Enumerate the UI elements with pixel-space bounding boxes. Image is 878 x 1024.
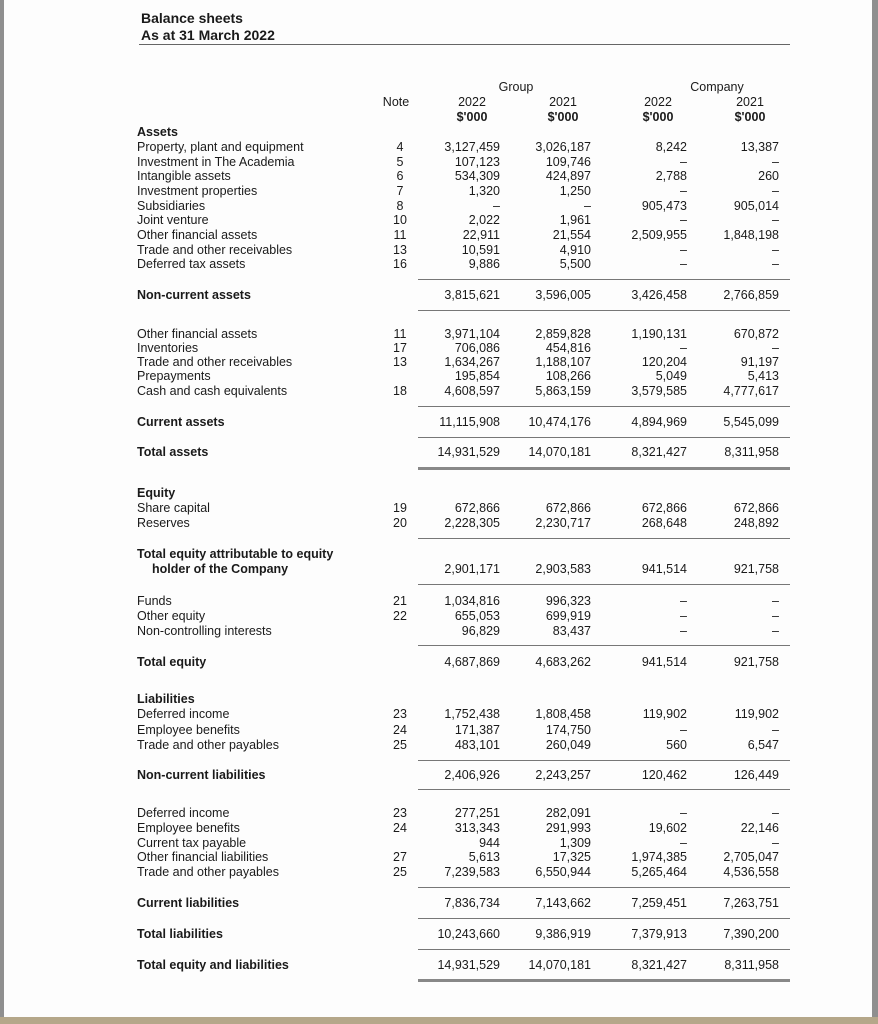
- group-2022-value: 313,343: [454, 821, 500, 835]
- company-2021-value: –: [772, 213, 779, 227]
- table-row: [0, 594, 868, 609]
- table-row: [0, 228, 868, 243]
- company-2021-value: 672,866: [733, 501, 779, 515]
- company-2022-value: 8,321,427: [631, 958, 687, 972]
- company-2021-value: 6,547: [747, 738, 779, 752]
- group-2022-value: 10,243,660: [437, 927, 500, 941]
- company-2022-value: 268,648: [641, 516, 687, 530]
- company-2021-value: 4,777,617: [723, 384, 779, 398]
- header-group: Group: [498, 80, 534, 94]
- company-2021-value: –: [772, 806, 779, 820]
- company-2021-value: 126,449: [733, 768, 779, 782]
- row-label: Funds: [137, 594, 172, 608]
- row-label: Subsidiaries: [137, 199, 206, 213]
- group-2021-value: 1,309: [559, 836, 591, 850]
- company-2022-value: –: [680, 723, 687, 737]
- group-2022-value: 3,127,459: [444, 140, 500, 154]
- group-2021-value: 108,266: [545, 369, 591, 383]
- table-row: [0, 355, 868, 370]
- row-label: Total equity and liabilities: [137, 958, 289, 972]
- company-2022-value: 941,514: [641, 562, 687, 576]
- subtotal-rule: [418, 310, 790, 311]
- group-2022-value: 944: [479, 836, 500, 850]
- group-2021-value: 291,993: [545, 821, 591, 835]
- group-2021-value: –: [584, 199, 591, 213]
- subtotal-row: [0, 927, 868, 942]
- row-note: 22: [393, 609, 407, 623]
- subtotal-row: [0, 415, 868, 430]
- group-2021-value: 1,188,107: [535, 355, 591, 369]
- company-2022-value: 905,473: [641, 199, 687, 213]
- row-label: Non-controlling interests: [137, 624, 272, 638]
- group-2022-value: 3,971,104: [444, 327, 500, 341]
- row-note: 25: [393, 738, 407, 752]
- company-2022-value: –: [680, 341, 687, 355]
- subtotal-rule: [418, 918, 790, 919]
- group-2021-value: 21,554: [552, 228, 591, 242]
- company-2021-value: 921,758: [733, 562, 779, 576]
- group-2022-value: 2,901,171: [444, 562, 500, 576]
- group-2021-value: 1,961: [559, 213, 591, 227]
- table-row: [0, 369, 868, 384]
- group-2021-value: 1,808,458: [535, 707, 591, 721]
- document-title-block: [141, 10, 275, 44]
- group-2022-value: 22,911: [462, 228, 500, 242]
- header-group-2021-unit: $'000: [547, 110, 579, 124]
- company-2021-value: –: [772, 257, 779, 271]
- company-2021-value: 8,311,958: [724, 958, 779, 972]
- row-label: Prepayments: [137, 369, 211, 383]
- table-row: [0, 624, 868, 639]
- table-row: [0, 169, 868, 184]
- group-2021-value: 6,550,944: [535, 865, 591, 879]
- page-right-border: [872, 0, 878, 1017]
- row-label: Other financial assets: [137, 228, 258, 242]
- row-note: 11: [393, 228, 407, 242]
- row-label: Joint venture: [137, 213, 209, 227]
- group-2021-value: 10,474,176: [528, 415, 591, 429]
- company-2021-value: –: [772, 155, 779, 169]
- group-2021-value: 454,816: [545, 341, 591, 355]
- company-2021-value: 670,872: [733, 327, 779, 341]
- row-label: Trade and other receivables: [137, 355, 293, 369]
- company-2022-value: 672,866: [641, 501, 687, 515]
- group-2022-value: 534,309: [454, 169, 500, 183]
- row-label: Other equity: [137, 609, 206, 623]
- row-label: Share capital: [137, 501, 210, 515]
- total-row: [0, 958, 868, 973]
- group-2021-value: 3,596,005: [535, 288, 591, 302]
- row-label: Employee benefits: [137, 821, 240, 835]
- row-label: Deferred income: [137, 806, 230, 820]
- group-2021-value: 174,750: [545, 723, 591, 737]
- table-row: [0, 384, 868, 399]
- row-note: 25: [393, 865, 407, 879]
- company-2022-value: 8,321,427: [631, 445, 687, 459]
- row-note: 24: [393, 821, 407, 835]
- company-2022-value: 1,190,131: [631, 327, 687, 341]
- group-2021-value: 4,910: [559, 243, 591, 257]
- row-label: Other financial liabilities: [137, 850, 269, 864]
- company-2022-value: –: [680, 624, 687, 638]
- header-company-2022-unit: $'000: [642, 110, 674, 124]
- company-2022-value: 3,579,585: [631, 384, 687, 398]
- row-note: 7: [396, 184, 404, 198]
- table-row: [0, 140, 868, 155]
- header-company-2022: 2022: [644, 95, 672, 109]
- group-2022-value: 2,406,926: [444, 768, 500, 782]
- company-2022-value: 119,902: [642, 707, 687, 721]
- company-2021-value: 119,902: [734, 707, 779, 721]
- group-2022-value: 14,931,529: [437, 445, 500, 459]
- table-row: [0, 723, 868, 738]
- row-label: Intangible assets: [137, 169, 231, 183]
- group-2021-value: 672,866: [545, 501, 591, 515]
- company-2022-value: 5,265,464: [631, 865, 687, 879]
- table-row: [0, 707, 868, 722]
- company-2021-value: 1,848,198: [723, 228, 779, 242]
- company-2021-value: 248,892: [733, 516, 779, 530]
- company-2021-value: –: [772, 594, 779, 608]
- company-2022-value: 4,894,969: [631, 415, 687, 429]
- row-label: Deferred tax assets: [137, 257, 246, 271]
- subtotal-row: [0, 288, 868, 303]
- row-note: 8: [396, 199, 404, 213]
- group-2022-value: 1,752,438: [444, 707, 500, 721]
- subtotal-row: [0, 768, 868, 783]
- row-label: Trade and other payables: [137, 865, 279, 879]
- row-label: Deferred income: [137, 707, 230, 721]
- row-note: 10: [393, 213, 407, 227]
- group-2022-value: 4,608,597: [444, 384, 500, 398]
- subtotal-row: [0, 896, 868, 911]
- row-label: Trade and other payables: [137, 738, 279, 752]
- group-2022-value: 1,034,816: [444, 594, 500, 608]
- table-row: [0, 516, 868, 531]
- company-2021-value: –: [772, 624, 779, 638]
- company-2021-value: 7,263,751: [723, 896, 779, 910]
- company-2022-value: 1,974,385: [631, 850, 687, 864]
- row-label: Cash and cash equivalents: [137, 384, 288, 398]
- group-2021-value: 2,859,828: [535, 327, 591, 341]
- row-note: 23: [393, 806, 407, 820]
- table-row: [0, 213, 868, 228]
- company-2022-value: –: [680, 806, 687, 820]
- group-2021-value: 5,500: [559, 257, 591, 271]
- company-2021-value: 91,197: [740, 355, 779, 369]
- group-2021-value: 14,070,181: [528, 445, 591, 459]
- row-note: 24: [393, 723, 407, 737]
- subtotal-rule: [418, 279, 790, 280]
- row-note: 27: [393, 850, 407, 864]
- header-company-2021-unit: $'000: [734, 110, 766, 124]
- company-2022-value: –: [680, 243, 687, 257]
- row-note: 13: [393, 243, 407, 257]
- company-2022-value: –: [680, 155, 687, 169]
- company-2022-value: 8,242: [655, 140, 687, 154]
- row-label: Current liabilities: [137, 896, 240, 910]
- company-2021-value: 8,311,958: [724, 445, 779, 459]
- group-2022-value: 277,251: [454, 806, 500, 820]
- row-label: Investment properties: [137, 184, 258, 198]
- group-2021-value: 699,919: [545, 609, 591, 623]
- table-row: [0, 609, 868, 624]
- total-double-rule: [418, 467, 790, 470]
- row-note: 23: [393, 707, 407, 721]
- row-label: Total equity attributable to equity: [137, 547, 334, 561]
- group-2021-value: 2,243,257: [535, 768, 591, 782]
- row-label: Investment in The Academia: [137, 155, 295, 169]
- row-label: Current tax payable: [137, 836, 247, 850]
- group-2022-value: 9,886: [468, 257, 500, 271]
- group-2022-value: 195,854: [454, 369, 500, 383]
- document-subtitle: As at 31 March 2022: [141, 27, 275, 43]
- background-band: [0, 1017, 878, 1024]
- group-2021-value: 17,325: [552, 850, 591, 864]
- company-2022-value: 5,049: [655, 369, 687, 383]
- header-group-2021: 2021: [549, 95, 577, 109]
- header-note: Note: [382, 95, 410, 109]
- group-2022-value: 107,123: [454, 155, 500, 169]
- company-2021-value: 5,545,099: [723, 415, 779, 429]
- header-group-2022: 2022: [458, 95, 486, 109]
- subtotal-rule: [418, 789, 790, 790]
- group-2022-value: 1,634,267: [444, 355, 500, 369]
- group-2021-value: 3,026,187: [535, 140, 591, 154]
- table-row: [0, 738, 868, 753]
- row-note: 11: [393, 327, 407, 341]
- subtotal-rule: [418, 538, 790, 539]
- company-2022-value: 2,509,955: [631, 228, 687, 242]
- company-2021-value: 921,758: [733, 655, 779, 669]
- company-2021-value: 13,387: [740, 140, 779, 154]
- table-row: [0, 806, 868, 821]
- row-label: Other financial assets: [137, 327, 258, 341]
- group-2021-value: 260,049: [545, 738, 591, 752]
- group-2022-value: 171,387: [454, 723, 500, 737]
- header-company-2021: 2021: [736, 95, 764, 109]
- group-2022-value: 7,239,583: [444, 865, 500, 879]
- row-note: 13: [393, 355, 407, 369]
- total-double-rule: [418, 979, 790, 982]
- title-divider: [139, 44, 790, 45]
- group-2021-value: 4,683,262: [535, 655, 591, 669]
- company-2022-value: 2,788: [655, 169, 687, 183]
- company-2021-value: 4,536,558: [723, 865, 779, 879]
- company-2021-value: –: [772, 341, 779, 355]
- company-2021-value: 7,390,200: [723, 927, 779, 941]
- company-2021-value: 905,014: [733, 199, 779, 213]
- row-label: Property, plant and equipment: [137, 140, 304, 154]
- company-2021-value: 22,146: [740, 821, 779, 835]
- company-2022-value: 941,514: [641, 655, 687, 669]
- subtotal-rule: [418, 887, 790, 888]
- row-label: Employee benefits: [137, 723, 240, 737]
- table-row: [0, 865, 868, 880]
- row-note: 16: [393, 257, 407, 271]
- company-2022-value: 560: [666, 738, 687, 752]
- table-row: [0, 243, 868, 258]
- group-2021-value: 7,143,662: [535, 896, 591, 910]
- subtotal-row-line1: [0, 547, 868, 562]
- row-note: 5: [396, 155, 404, 169]
- group-2022-value: 1,320: [468, 184, 500, 198]
- company-2022-value: –: [680, 257, 687, 271]
- group-2022-value: 655,053: [454, 609, 500, 623]
- row-note: 20: [393, 516, 407, 530]
- subtotal-rule: [418, 645, 790, 646]
- total-row: [0, 655, 868, 670]
- company-2022-value: –: [680, 594, 687, 608]
- row-label: Trade and other receivables: [137, 243, 293, 257]
- company-2022-value: 19,602: [648, 821, 687, 835]
- row-label: Reserves: [137, 516, 190, 530]
- table-row: [0, 199, 868, 214]
- table-row: [0, 327, 868, 342]
- company-2021-value: 260: [758, 169, 779, 183]
- document-title: Balance sheets: [141, 10, 243, 26]
- group-2022-value: 4,687,869: [444, 655, 500, 669]
- row-label: holder of the Company: [152, 562, 289, 576]
- subtotal-rule: [418, 760, 790, 761]
- row-note: 21: [393, 594, 407, 608]
- group-2022-value: 483,101: [454, 738, 500, 752]
- table-row: [0, 821, 868, 836]
- row-label: Total equity: [137, 655, 207, 669]
- row-label: Current assets: [137, 415, 225, 429]
- row-label: Total liabilities: [137, 927, 223, 941]
- group-2021-value: 109,746: [545, 155, 591, 169]
- company-2021-value: –: [772, 184, 779, 198]
- group-2021-value: 1,250: [559, 184, 591, 198]
- group-2021-value: 9,386,919: [535, 927, 591, 941]
- company-2022-value: 7,259,451: [631, 896, 687, 910]
- row-note: 18: [393, 384, 407, 398]
- group-2021-value: 2,230,717: [535, 516, 591, 530]
- table-row: [0, 155, 868, 170]
- company-2021-value: –: [772, 836, 779, 850]
- subtotal-rule: [418, 406, 790, 407]
- group-2021-value: 2,903,583: [535, 562, 591, 576]
- company-2022-value: 120,462: [641, 768, 687, 782]
- subtotal-row: [0, 562, 868, 577]
- company-2022-value: –: [680, 609, 687, 623]
- group-2022-value: 672,866: [454, 501, 500, 515]
- row-note: 6: [396, 169, 404, 183]
- table-row: [0, 341, 868, 356]
- section-assets: Assets: [137, 125, 178, 139]
- group-2021-value: 14,070,181: [528, 958, 591, 972]
- table-row: [0, 257, 868, 272]
- group-2022-value: 2,228,305: [444, 516, 500, 530]
- group-2021-value: 282,091: [545, 806, 591, 820]
- group-2022-value: 14,931,529: [437, 958, 500, 972]
- row-note: 19: [393, 501, 407, 515]
- company-2022-value: –: [680, 836, 687, 850]
- section-liabilities: Liabilities: [137, 692, 195, 706]
- subtotal-rule: [418, 437, 790, 438]
- group-2022-value: –: [493, 199, 500, 213]
- company-2021-value: 2,705,047: [723, 850, 779, 864]
- group-2022-value: 7,836,734: [444, 896, 500, 910]
- group-2022-value: 2,022: [468, 213, 500, 227]
- total-row: [0, 445, 868, 460]
- row-label: Non-current liabilities: [137, 768, 266, 782]
- company-2022-value: 7,379,913: [631, 927, 687, 941]
- company-2021-value: –: [772, 609, 779, 623]
- group-2022-value: 5,613: [468, 850, 500, 864]
- group-2021-value: 83,437: [552, 624, 591, 638]
- company-2021-value: 2,766,859: [723, 288, 779, 302]
- group-2021-value: 424,897: [545, 169, 591, 183]
- group-2022-value: 11,115,908: [439, 415, 500, 429]
- company-2022-value: 120,204: [641, 355, 687, 369]
- row-label: Non-current assets: [137, 288, 251, 302]
- table-row: [0, 184, 868, 199]
- company-2021-value: 5,413: [747, 369, 779, 383]
- group-2022-value: 10,591: [461, 243, 500, 257]
- group-2022-value: 706,086: [454, 341, 500, 355]
- group-2022-value: 3,815,621: [444, 288, 500, 302]
- company-2022-value: –: [680, 213, 687, 227]
- company-2021-value: –: [772, 243, 779, 257]
- row-label: Inventories: [137, 341, 199, 355]
- row-note: 17: [393, 341, 407, 355]
- company-2021-value: –: [772, 723, 779, 737]
- table-row: [0, 850, 868, 865]
- subtotal-rule: [418, 584, 790, 585]
- subtotal-rule: [418, 949, 790, 950]
- group-2021-value: 996,323: [545, 594, 591, 608]
- row-note: 4: [396, 140, 404, 154]
- row-label: Total assets: [137, 445, 209, 459]
- group-2022-value: 96,829: [461, 624, 500, 638]
- company-2022-value: 3,426,458: [631, 288, 687, 302]
- section-equity: Equity: [137, 486, 176, 500]
- company-2022-value: –: [680, 184, 687, 198]
- group-2021-value: 5,863,159: [535, 384, 591, 398]
- header-company: Company: [690, 80, 744, 94]
- table-row: [0, 501, 868, 516]
- table-row: [0, 836, 868, 851]
- header-group-2022-unit: $'000: [456, 110, 488, 124]
